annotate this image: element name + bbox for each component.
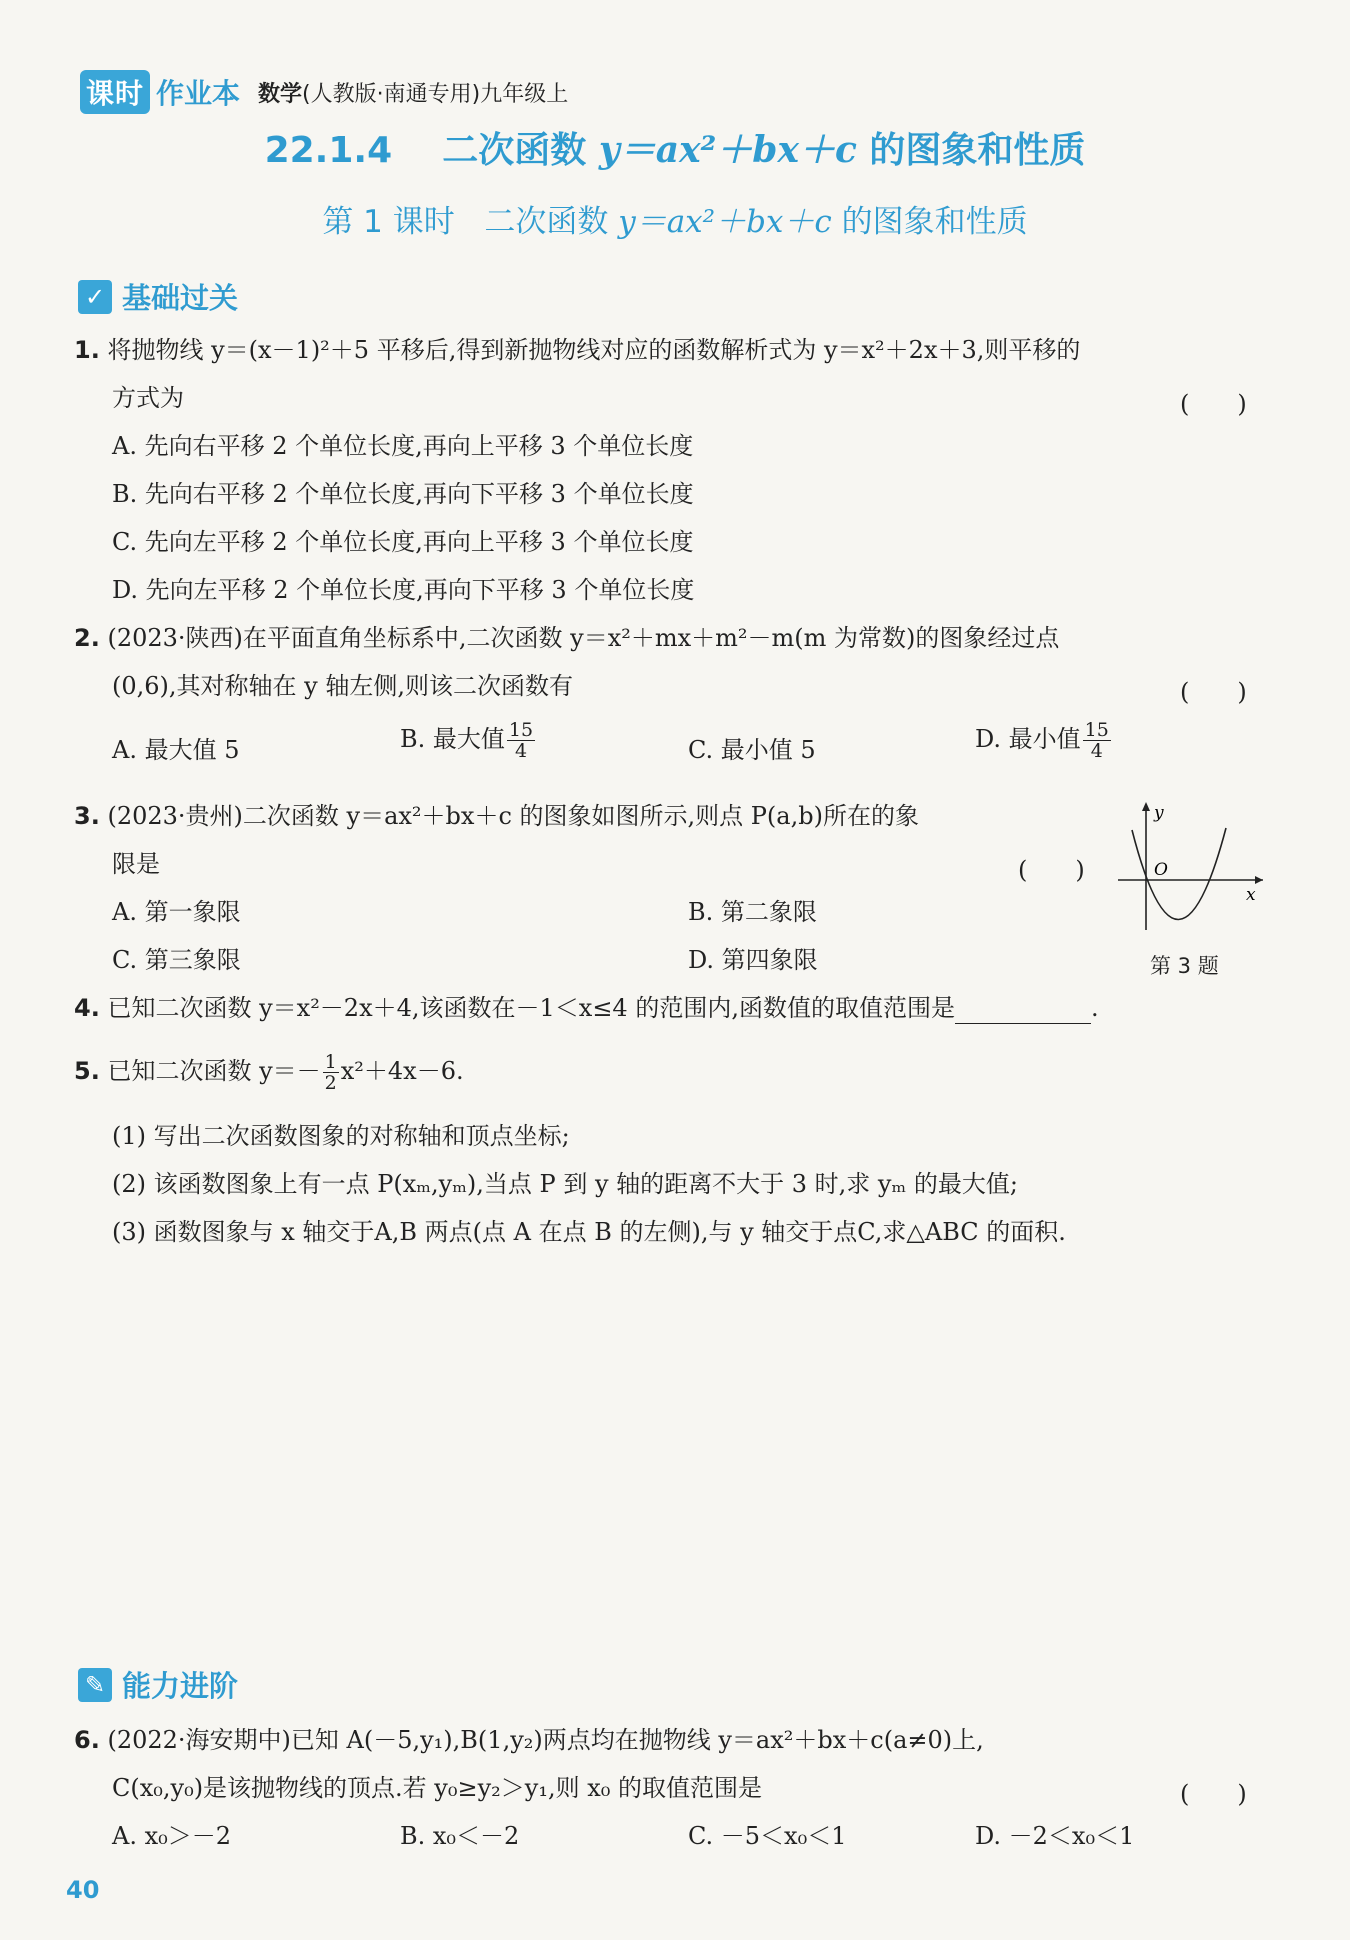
q1-option-a[interactable]: A. 先向右平移 2 个单位长度,再向上平移 3 个单位长度 — [112, 432, 694, 460]
header — [80, 72, 568, 112]
q4-end: . — [1090, 994, 1099, 1022]
x-axis-label: x — [1246, 885, 1256, 905]
q3-number: 3. — [74, 802, 100, 830]
section-basic-label: 基础过关 — [122, 281, 239, 315]
section-advanced-label: 能力进阶 — [122, 1669, 239, 1703]
fraction-numerator: 15 — [508, 719, 534, 741]
q2-option-b-label: B. 最大值 — [400, 725, 505, 753]
q5-stem-pre: 已知二次函数 y＝－ — [107, 1057, 321, 1085]
q4-number: 4. — [74, 994, 100, 1022]
q3-line2: 限是 — [112, 850, 160, 878]
q6-stem: (2022·海安期中)已知 A(－5,y₁),B(1,y₂)两点均在抛物线 y＝ax²＋bx＋c(a≠0)上, — [107, 1726, 984, 1754]
q2-answer-bracket: ( ) — [1180, 678, 1247, 706]
q6-number: 6. — [74, 1726, 100, 1754]
q1-line1 — [74, 334, 1080, 366]
fraction-denominator: 2 — [324, 1072, 337, 1094]
q5-part2: (2) 该函数图象上有一点 P(xₘ,yₘ),当点 P 到 y 轴的距离不大于 3 时,求 yₘ 的最大值; — [112, 1170, 1018, 1198]
chapter-title — [0, 122, 1350, 173]
q2-option-d-label: D. 最小值 — [975, 725, 1081, 753]
q3-parabola-figure — [1118, 800, 1268, 930]
chapter-func: y＝ax²＋bx＋c — [598, 129, 857, 171]
lesson-number: 第 1 课时 — [322, 204, 455, 240]
q4-stem: 已知二次函数 y＝x²－2x＋4,该函数在－1＜x≤4 的范围内,函数值的取值范围是 — [107, 994, 955, 1022]
q3-stem: (2023·贵州)二次函数 y＝ax²＋bx＋c 的图象如图所示,则点 P(a,b)所在的象 — [107, 802, 919, 830]
q6-option-a[interactable]: A. x₀＞－2 — [112, 1822, 232, 1850]
chapter-title-text: 二次函数 — [442, 130, 587, 171]
q3-option-d[interactable]: D. 第四象限 — [688, 946, 818, 974]
q2-option-d[interactable] — [975, 720, 1113, 761]
q1-option-c[interactable]: C. 先向左平移 2 个单位长度,再向上平移 3 个单位长度 — [112, 528, 694, 556]
q5-line — [74, 1052, 464, 1093]
y-axis-arrow — [1142, 802, 1150, 811]
header-subject — [258, 77, 568, 108]
q6-line2: C(x₀,y₀)是该抛物线的顶点.若 y₀≥y₂＞y₁,则 x₀ 的取值范围是 — [112, 1774, 763, 1802]
q5-stem-post: x²＋4x－6. — [340, 1057, 464, 1085]
origin-label: O — [1154, 860, 1168, 880]
lesson-suffix: 的图象和性质 — [841, 204, 1028, 240]
q2-option-a[interactable]: A. 最大值 5 — [112, 736, 240, 764]
q3-option-a[interactable]: A. 第一象限 — [112, 898, 241, 926]
q2-line1 — [74, 622, 1059, 654]
q2-option-d-fraction — [1083, 720, 1111, 761]
lesson-title — [0, 196, 1350, 241]
q5-part1: (1) 写出二次函数图象的对称轴和顶点坐标; — [112, 1122, 570, 1150]
section-basic — [78, 276, 238, 317]
pencil-icon: ✎ — [78, 1668, 112, 1702]
q3-figure-caption: 第 3 题 — [1150, 954, 1219, 978]
fraction-denominator: 4 — [1090, 740, 1103, 762]
q1-option-b[interactable]: B. 先向右平移 2 个单位长度,再向下平移 3 个单位长度 — [112, 480, 694, 508]
q5-fraction — [323, 1052, 339, 1093]
lesson-func: y＝ax²＋bx＋c — [618, 204, 832, 240]
fraction-numerator: 1 — [324, 1051, 337, 1073]
q2-stem: (2023·陕西)在平面直角坐标系中,二次函数 y＝x²＋mx＋m²－m(m 为常数)的图象经过点 — [107, 624, 1060, 652]
q4-line — [74, 992, 1099, 1024]
lesson-title-text: 二次函数 — [484, 204, 609, 240]
q1-line2: 方式为 — [112, 384, 184, 412]
q1-stem: 将抛物线 y＝(x－1)²＋5 平移后,得到新抛物线对应的函数解析式为 y＝x²＋2x＋3,则平移的 — [107, 336, 1081, 364]
q6-option-d[interactable]: D. －2＜x₀＜1 — [975, 1822, 1135, 1850]
q2-line2: (0,6),其对称轴在 y 轴左侧,则该二次函数有 — [112, 672, 573, 700]
book-logo — [80, 70, 240, 114]
q3-answer-bracket: ( ) — [1018, 856, 1085, 884]
q3-option-c[interactable]: C. 第三象限 — [112, 946, 241, 974]
q2-option-b-fraction — [507, 720, 535, 761]
q5-number: 5. — [74, 1057, 100, 1085]
subject: 数学 — [258, 81, 303, 107]
chapter-number: 22.1.4 — [264, 130, 393, 171]
x-axis-arrow — [1255, 876, 1263, 884]
q1-option-d[interactable]: D. 先向左平移 2 个单位长度,再向下平移 3 个单位长度 — [112, 576, 695, 604]
q6-option-c[interactable]: C. －5＜x₀＜1 — [688, 1822, 847, 1850]
logo-text: 作业本 — [156, 77, 241, 110]
q3-option-b[interactable]: B. 第二象限 — [688, 898, 817, 926]
y-axis-label: y — [1154, 803, 1164, 823]
fraction-denominator: 4 — [514, 740, 528, 762]
q2-number: 2. — [74, 624, 100, 652]
section-advanced — [78, 1664, 238, 1705]
chapter-suffix: 的图象和性质 — [869, 130, 1086, 171]
q3-line1 — [74, 800, 919, 832]
q2-option-b[interactable] — [400, 720, 537, 761]
q1-number: 1. — [74, 336, 100, 364]
logo-box: 课时 — [80, 70, 150, 114]
fraction-numerator: 15 — [1084, 719, 1109, 741]
q6-option-b[interactable]: B. x₀＜－2 — [400, 1822, 520, 1850]
page-number: 40 — [66, 1876, 100, 1904]
q6-answer-bracket: ( ) — [1180, 1780, 1247, 1808]
q5-part3: (3) 函数图象与 x 轴交于A,B 两点(点 A 在点 B 的左侧),与 y 轴交于点C,求△ABC 的面积. — [112, 1218, 1066, 1246]
checkbox-icon: ✓ — [78, 280, 112, 314]
q4-answer-blank[interactable] — [955, 1001, 1091, 1024]
q6-line1 — [74, 1724, 984, 1756]
q1-answer-bracket: ( ) — [1180, 390, 1247, 418]
edition: (人教版·南通专用)九年级上 — [302, 81, 569, 107]
q2-option-c[interactable]: C. 最小值 5 — [688, 736, 816, 764]
